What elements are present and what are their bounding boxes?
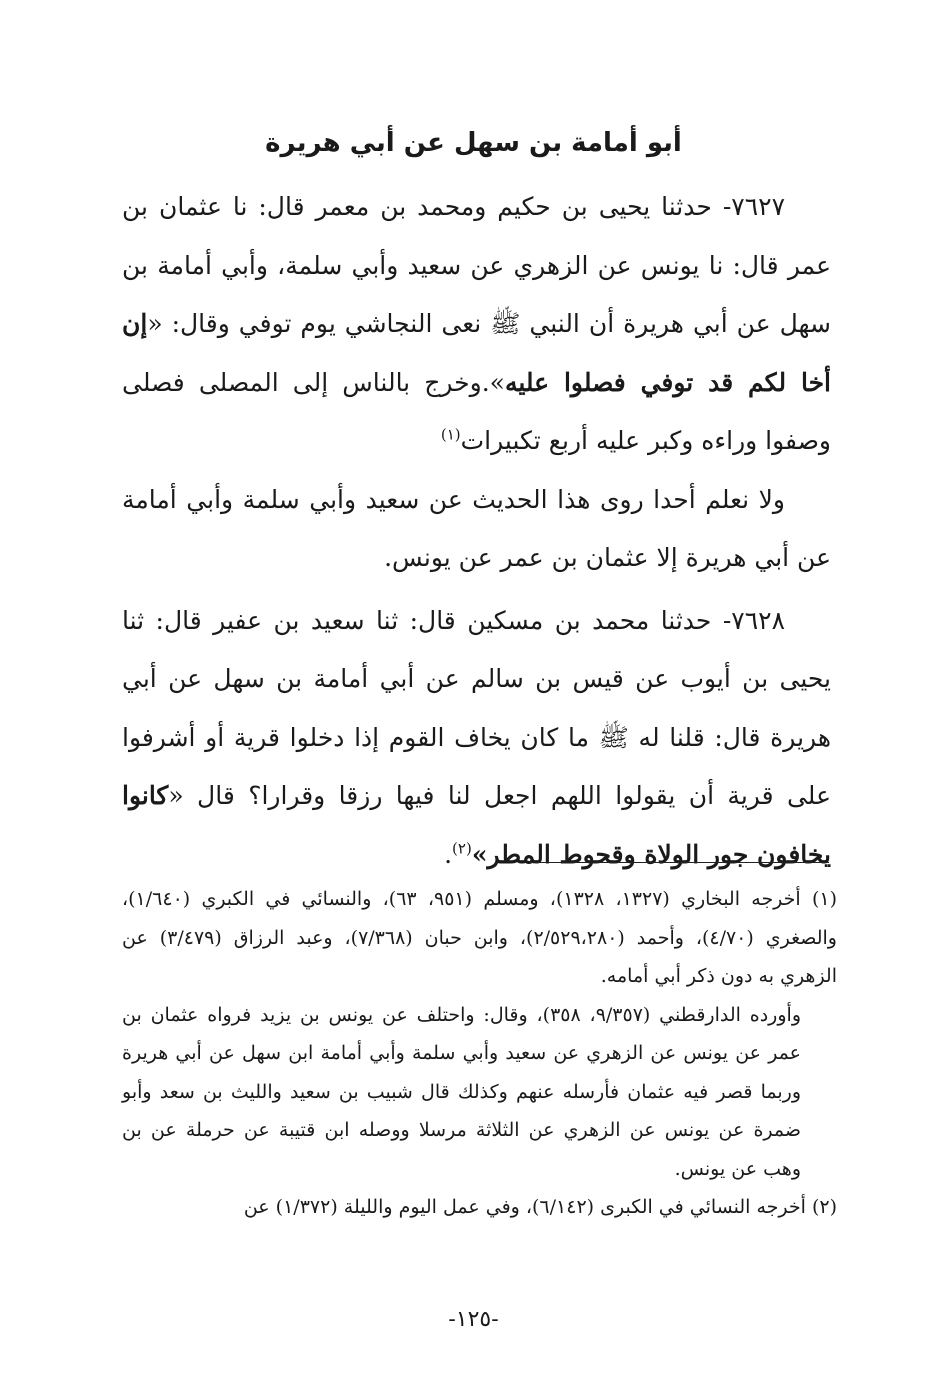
- hadith-7628-quote: كانوا يخافون جور الولاة وقحوط المطر: [122, 781, 831, 869]
- footnote-1-continuation: وأورده الدارقطني (٩/٣٥٧، ٣٥٨)، وقال: واحتلف عن يونس بن يزيد فرواه عثمان بن عمر عن يونس عن الزهري عن سعيد وأبي سلمة وأبي أمامة ابن سهل عن أبي هريرة وربما قصر فيه عثمان فأرسله عنهم وكذلك قال شبيب بن سعيد والليث بن سعد وأبو ضمرة عن يونس عن الزهري عن الثلاثة مرسلا ووصله ابن قتيبة عن حرملة عن بن وهب عن يونس.: [122, 1003, 801, 1180]
- main-text: [122, 178, 831, 884]
- page-number: -١٢٥-: [448, 1307, 499, 1332]
- hadith-7628: [122, 592, 831, 885]
- commentary: ولا نعلم أحدا روى هذا الحديث عن سعيد وأبي سلمة وأبي أمامة عن أبي هريرة إلا عثمان بن عمر عن يونس.: [122, 484, 831, 572]
- hadith-7627-quote: إن أخا لكم قد توفي فصلوا عليه: [122, 309, 831, 397]
- footnotes: [122, 880, 837, 1227]
- hadith-7628-end: .: [444, 839, 453, 869]
- footnote-divider: [529, 862, 829, 863]
- hadith-7627: [122, 178, 831, 471]
- footnote-ref-1[interactable]: (١): [440, 425, 461, 444]
- hadith-7628-text-a: ٧٦٢٨- حدثنا محمد بن مسكين قال: ثنا سعيد بن عفير قال: ثنا يحيى بن أيوب عن قيس بن سالم عن أبي أمامة بن سهل عن أبي هريرة قال: قلنا له ﷺ ما كان يخاف القوم إذا دخلوا قرية أو أشرفوا على قرية أن يقولوا اللهم اجعل لنا فيها رزقا وقرارا؟ قال «: [122, 605, 831, 810]
- hadith-7628-text-b: »: [471, 839, 488, 869]
- section-heading: أبو أمامة بن سهل عن أبي هريرة: [265, 128, 682, 158]
- footnote-ref-2[interactable]: (٢): [452, 839, 472, 858]
- hadith-7627-text-a: ٧٦٢٧- حدثنا يحيى بن حكيم ومحمد بن معمر قال: نا عثمان بن عمر قال: نا يونس عن الزهري عن سعيد وأبي سلمة، وأبي أمامة بن سهل عن أبي هريرة أن النبي ﷺ نعى النجاشي يوم توفي وقال: «: [122, 192, 831, 338]
- footnote-1: (١) أخرجه البخاري (١٣٢٧، ١٣٢٨)، ومسلم (٩٥١، ٦٣)، والنسائي في الكبري (١/٦٤٠)، والصغري (٤/٧٠)، وأحمد (٢/٥٢٩،٢٨٠)، وابن حبان (٧/٣٦٨)، وعبد الرزاق (٣/٤٧٩) عن الزهري به دون ذكر أبي أمامه.: [122, 888, 838, 987]
- footnote-2: (٢) أخرجه النسائي في الكبرى (٦/١٤٢)، وفي عمل اليوم والليلة (١/٣٧٢) عن: [243, 1196, 837, 1218]
- hadith-7627-text-b: ».وخرج بالناس إلى المصلى فصلى وصفوا وراءه وكبر عليه أربع تكبيرات: [122, 367, 831, 455]
